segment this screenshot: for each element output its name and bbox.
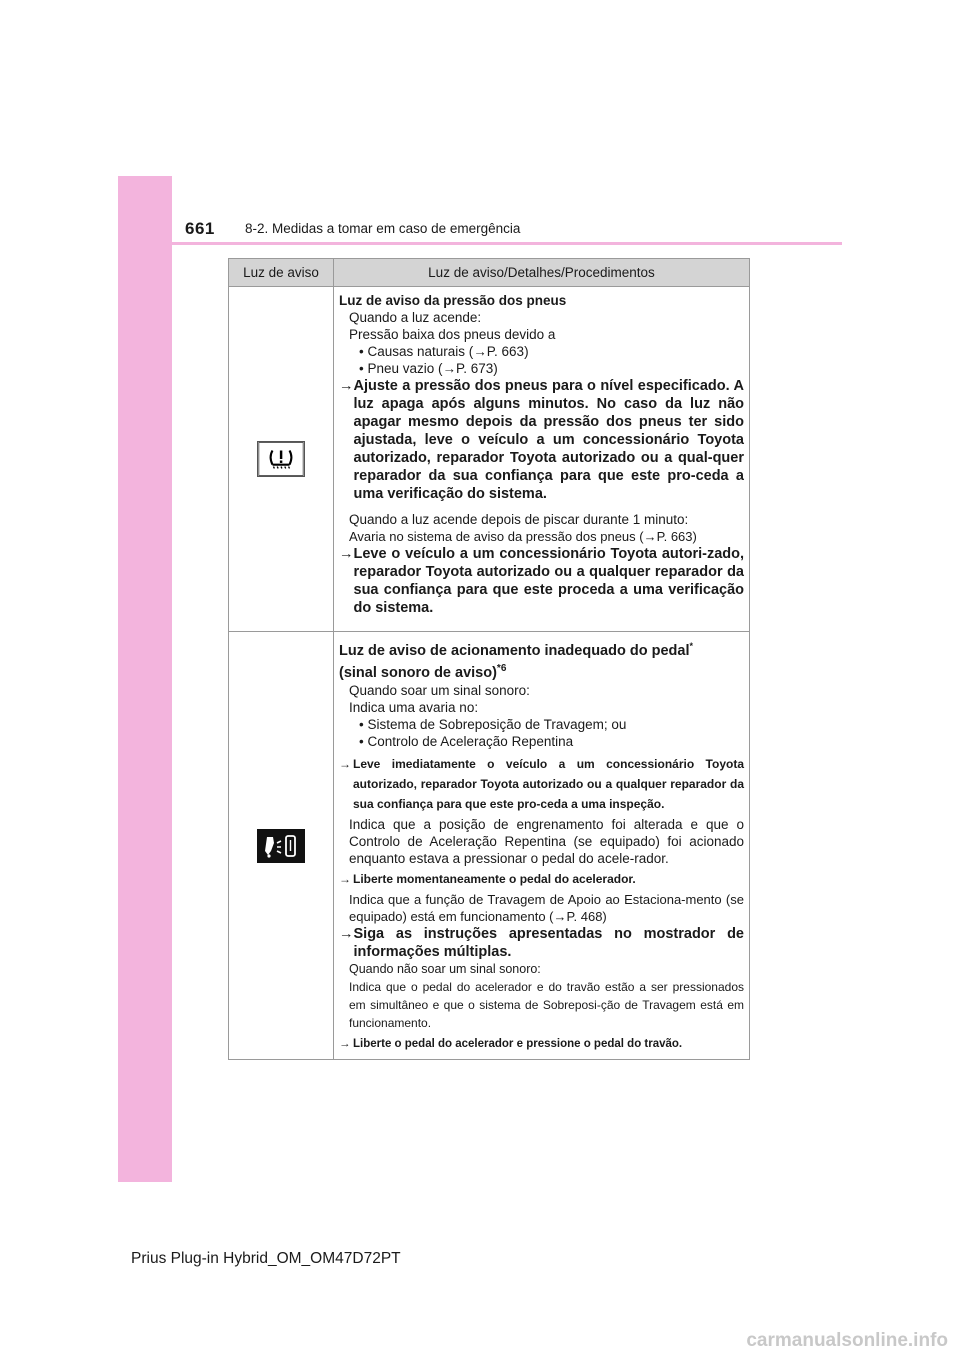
table-header-row bbox=[229, 259, 750, 287]
arrow-icon: → bbox=[339, 871, 351, 886]
pedal-buzzer-on: Quando soar um sinal sonoro: bbox=[349, 682, 530, 698]
table-row bbox=[229, 287, 750, 632]
pedal-both-pedals: Indica que o pedal do acelerador e do travão estão a ser pressionados em simultâneo e que o sistema de Sobreposi-ção de Travagem está em funcionamento. bbox=[349, 979, 744, 1030]
side-tab-strip bbox=[118, 176, 172, 1182]
header-rule bbox=[118, 242, 842, 245]
pedal-malfunction-in: Indica uma avaria no: bbox=[349, 699, 479, 715]
arrow-icon: → bbox=[339, 378, 354, 394]
tpms-when-on: Quando a luz acende: bbox=[349, 310, 482, 325]
pedal-parking-assist: Indica que a função de Travagem de Apoio ao Estaciona-mento (se equipado) está em funcionamento (→P. 468) bbox=[349, 891, 744, 924]
column-header-warning-light: Luz de aviso bbox=[229, 259, 334, 287]
pedal-title: Luz de aviso de acionamento inadequado do pedal* (sinal sonoro de aviso)$^{*6}$ bbox=[339, 641, 693, 681]
pedal-bullet-acceleration: • Controlo de Aceleração Repentina bbox=[359, 733, 574, 749]
tpms-malfunction: Avaria no sistema de aviso da pressão dos pneus (→P. 663) bbox=[349, 529, 697, 544]
pedal-bullet-override: • Sistema de Sobreposição de Travagem; ou bbox=[359, 716, 627, 732]
pedal-misoperation-warning-icon bbox=[257, 823, 305, 868]
tpms-bullet-flat: • Pneu vazio (→P. 673) bbox=[359, 361, 498, 376]
page-number: 661 bbox=[185, 219, 215, 238]
arrow-icon: → bbox=[339, 756, 351, 771]
arrow-icon: → bbox=[339, 546, 354, 562]
watermark: carmanualsonline.info bbox=[746, 1330, 948, 1351]
tpms-when-blink: Quando a luz acende depois de piscar durante 1 minuto: bbox=[349, 512, 689, 527]
tpms-cause: Pressão baixa dos pneus devido a bbox=[349, 327, 556, 342]
tpms-bullet-natural: • Causas naturais (→P. 663) bbox=[359, 344, 529, 359]
pedal-shift-changed: Indica que a posição de engrenamento foi alterada e que o Controlo de Aceleração Repentina (se equipado) foi acionado enquanto estava a pressionar o pedal do acele-rador. bbox=[349, 816, 744, 866]
table-row bbox=[229, 632, 750, 1060]
pedal-action-brake: → Liberte o pedal do acelerador e pressione o pedal do travão. bbox=[339, 1036, 744, 1053]
warning-light-table bbox=[228, 258, 750, 1060]
pedal-action-display: → Siga as instruções apresentadas no mostrador de informações múltiplas. bbox=[339, 925, 744, 960]
details-cell bbox=[334, 287, 750, 632]
pedal-no-buzzer: Quando não soar um sinal sonoro: bbox=[349, 961, 541, 976]
tpms-action-service: → Leve o veículo a um concessionário Toyota autori-zado, reparador Toyota autorizado ou a qualquer reparador da sua confiança para que este proceda a uma verificação do sistema. bbox=[339, 546, 744, 616]
pedal-action-service: → Leve imediatamente o veículo a um concessionário Toyota autorizado, reparador Toyota autorizado ou a qualquer reparador da sua confiança para que este pro-ceda a uma inspeção. bbox=[339, 754, 744, 814]
column-header-details: Luz de aviso/Detalhes/Procedimentos bbox=[334, 259, 750, 287]
details-cell bbox=[334, 632, 750, 1060]
tpms-title: Luz de aviso da pressão dos pneus bbox=[339, 293, 567, 308]
arrow-icon: → bbox=[339, 925, 354, 942]
tpms-action-adjust: → Ajuste a pressão dos pneus para o nível especificado. A luz apaga após alguns minutos. No caso da luz não apagar mesmo depois da pressão dos pneus ter sido ajustada, leve o veículo a um concessionário Toyota autorizado, reparador Toyota autorizado ou a qual-quer reparador da sua confiança para que este pro-ceda a uma verificação do sistema. bbox=[339, 378, 744, 502]
icon-cell bbox=[229, 287, 334, 632]
document-footer: Prius Plug-in Hybrid_OM_OM47D72PT bbox=[131, 1250, 401, 1267]
icon-cell bbox=[229, 632, 334, 1060]
arrow-icon: → bbox=[339, 1037, 351, 1050]
tire-pressure-warning-icon bbox=[257, 437, 305, 482]
pedal-action-release: → Liberte momentaneamente o pedal do acelerador. bbox=[339, 871, 636, 886]
section-title: 8-2. Medidas a tomar em caso de emergência bbox=[245, 221, 521, 236]
